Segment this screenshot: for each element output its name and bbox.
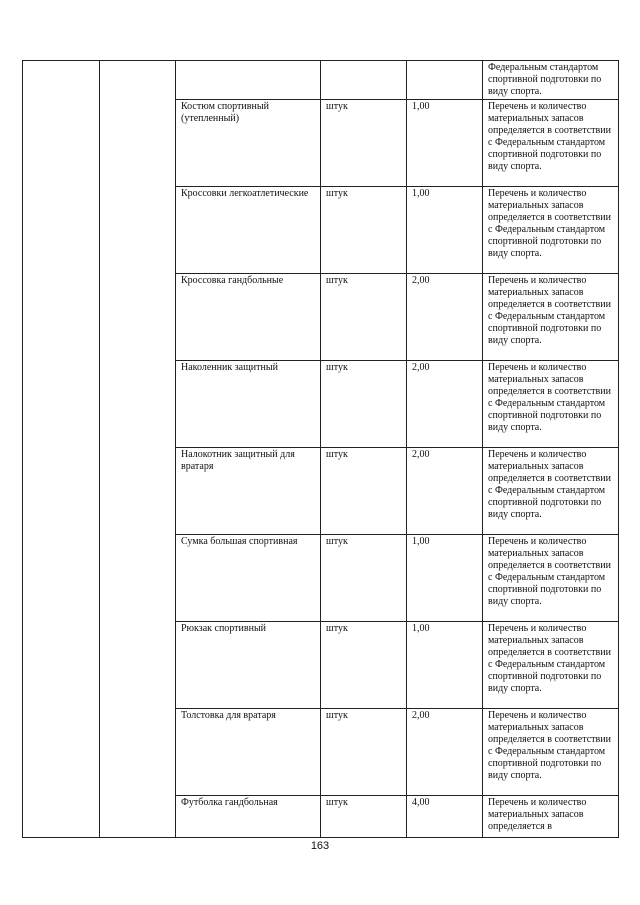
item-name-cell: Рюкзак спортивный <box>176 622 321 709</box>
merged-cell-col2 <box>100 61 176 838</box>
unit-cell: штук <box>321 100 407 187</box>
note-cell: Перечень и количество материальных запасов определяется в соответствии с Федеральным стандартом спортивной подготовки по виду спорта. <box>483 361 619 448</box>
quantity-cell: 1,00 <box>407 100 483 187</box>
note-cell: Перечень и количество материальных запасов определяется в соответствии с Федеральным стандартом спортивной подготовки по виду спорта. <box>483 100 619 187</box>
quantity-cell: 2,00 <box>407 709 483 796</box>
table-cell <box>176 61 321 100</box>
unit-cell: штук <box>321 187 407 274</box>
note-cell: Перечень и количество материальных запасов определяется в <box>483 796 619 838</box>
table-cell <box>407 61 483 100</box>
note-cell: Перечень и количество материальных запасов определяется в соответствии с Федеральным стандартом спортивной подготовки по виду спорта. <box>483 535 619 622</box>
table-cell <box>321 61 407 100</box>
unit-cell: штук <box>321 796 407 838</box>
unit-cell: штук <box>321 274 407 361</box>
quantity-cell: 2,00 <box>407 274 483 361</box>
item-name-cell: Кроссовка гандбольные <box>176 274 321 361</box>
item-name-cell: Кроссовки легкоатлетические <box>176 187 321 274</box>
quantity-cell: 1,00 <box>407 535 483 622</box>
item-name-cell: Футболка гандбольная <box>176 796 321 838</box>
quantity-cell: 2,00 <box>407 448 483 535</box>
note-cell: Перечень и количество материальных запасов определяется в соответствии с Федеральным стандартом спортивной подготовки по виду спорта. <box>483 187 619 274</box>
note-cell: Перечень и количество материальных запасов определяется в соответствии с Федеральным стандартом спортивной подготовки по виду спорта. <box>483 274 619 361</box>
quantity-cell: 1,00 <box>407 622 483 709</box>
merged-cell-col1 <box>23 61 100 838</box>
item-name-cell: Налокотник защитный для вратаря <box>176 448 321 535</box>
note-cell: Перечень и количество материальных запасов определяется в соответствии с Федеральным стандартом спортивной подготовки по виду спорта. <box>483 448 619 535</box>
materials-table <box>22 60 619 838</box>
unit-cell: штук <box>321 709 407 796</box>
quantity-cell: 4,00 <box>407 796 483 838</box>
note-cell: Перечень и количество материальных запасов определяется в соответствии с Федеральным стандартом спортивной подготовки по виду спорта. <box>483 709 619 796</box>
item-name-cell: Сумка большая спортивная <box>176 535 321 622</box>
unit-cell: штук <box>321 361 407 448</box>
item-name-cell: Костюм спортивный (утепленный) <box>176 100 321 187</box>
unit-cell: штук <box>321 535 407 622</box>
unit-cell: штук <box>321 622 407 709</box>
table-row-continuation <box>23 61 619 100</box>
page-number: 163 <box>310 840 330 852</box>
item-name-cell: Толстовка для вратаря <box>176 709 321 796</box>
quantity-cell: 2,00 <box>407 361 483 448</box>
note-cell: Перечень и количество материальных запасов определяется в соответствии с Федеральным стандартом спортивной подготовки по виду спорта. <box>483 622 619 709</box>
quantity-cell: 1,00 <box>407 187 483 274</box>
note-cell: Федеральным стандартом спортивной подготовки по виду спорта. <box>483 61 619 100</box>
unit-cell: штук <box>321 448 407 535</box>
item-name-cell: Наколенник защитный <box>176 361 321 448</box>
